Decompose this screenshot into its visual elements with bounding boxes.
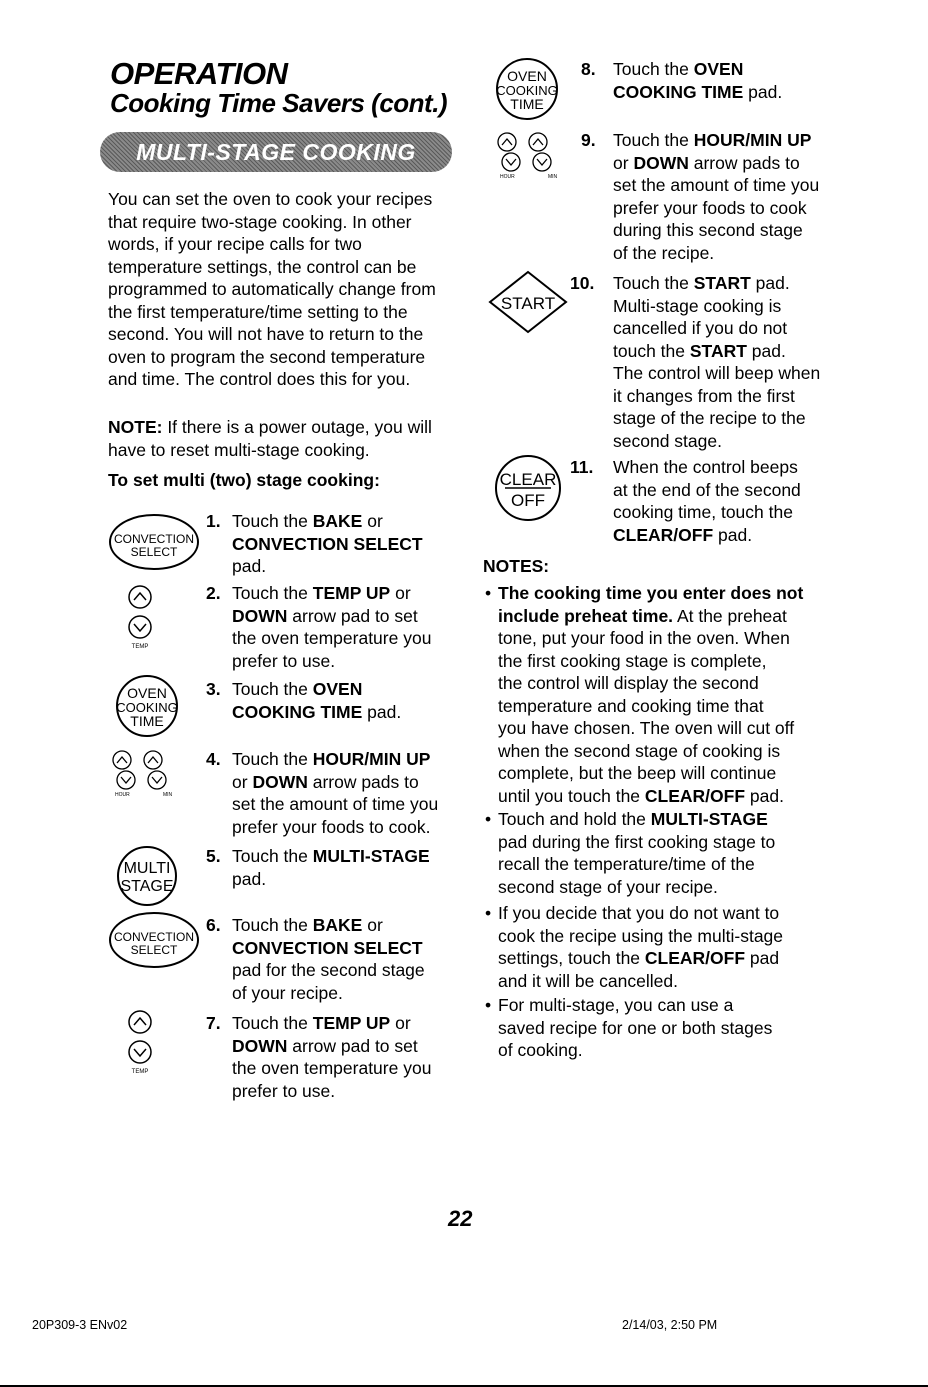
- svg-text:TIME: TIME: [130, 713, 164, 729]
- svg-text:TEMP: TEMP: [131, 1069, 149, 1075]
- step-number: 9.: [581, 130, 596, 150]
- step-number: 8.: [581, 59, 596, 79]
- svg-text:MIN: MIN: [163, 792, 173, 798]
- document-code: 20P309-3 ENv02: [32, 1318, 128, 1332]
- svg-text:TEMP: TEMP: [131, 644, 149, 650]
- clear-off-pad-icon: [486, 454, 570, 522]
- step-number: 5.: [206, 846, 221, 866]
- section-banner: [100, 132, 452, 172]
- svg-text:OVEN: OVEN: [507, 68, 547, 84]
- svg-text:MIN: MIN: [548, 174, 558, 180]
- svg-text:OVEN: OVEN: [127, 685, 167, 701]
- step-number: 3.: [206, 679, 221, 699]
- svg-text:HOUR: HOUR: [500, 174, 515, 180]
- temp-up-down-arrows-icon: [126, 1010, 156, 1076]
- svg-text:CLEAR: CLEAR: [499, 470, 557, 489]
- intro-paragraph: You can set the oven to cook your recipes that require two-stage cooking. In other words, if your recipe calls for two temperature settings, the control can be programmed to automatically change from the first temperature/time setting to the second. You will not have to return to the oven to program the second temperature and time. The control does this for you.: [108, 189, 436, 389]
- svg-text:COOKING: COOKING: [496, 83, 558, 98]
- step-number: 7.: [206, 1013, 221, 1033]
- svg-text:SELECT: SELECT: [130, 545, 178, 559]
- hour-min-arrows-icon: [492, 132, 564, 182]
- step-number: 1.: [206, 511, 221, 531]
- page-number: 22: [448, 1206, 473, 1231]
- notes-heading: NOTES:: [483, 556, 550, 576]
- how-to-heading: To set multi (two) stage cooking:: [108, 470, 380, 490]
- svg-text:OFF: OFF: [511, 491, 545, 510]
- start-pad-icon: [488, 270, 570, 334]
- page-title: OPERATION: [110, 56, 288, 91]
- print-timestamp: 2/14/03, 2:50 PM: [622, 1318, 718, 1332]
- note-text: If there is a power outage, you will have to reset multi-stage cooking.: [108, 417, 432, 460]
- convection-select-pad-icon: [108, 512, 200, 572]
- svg-text:COOKING: COOKING: [116, 700, 178, 715]
- multi-stage-pad-icon: [115, 845, 179, 907]
- svg-text:CONVECTION: CONVECTION: [113, 532, 195, 546]
- oven-cooking-time-pad-icon: [491, 58, 563, 122]
- step-number: 4.: [206, 749, 221, 769]
- step-number: 10.: [570, 273, 595, 293]
- svg-text:CONVECTION: CONVECTION: [113, 930, 195, 944]
- svg-text:SELECT: SELECT: [130, 943, 178, 957]
- banner-text: MULTI-STAGE COOKING: [136, 138, 416, 165]
- intro-note: [108, 416, 448, 461]
- svg-text:START: START: [500, 294, 556, 313]
- step-number: 2.: [206, 583, 221, 603]
- svg-text:STAGE: STAGE: [120, 878, 174, 895]
- svg-text:MULTI: MULTI: [123, 860, 171, 877]
- note-label: NOTE:: [108, 417, 163, 437]
- page-subtitle: Cooking Time Savers (cont.): [110, 88, 448, 118]
- temp-up-down-arrows-icon: [126, 585, 156, 651]
- svg-text:TIME: TIME: [510, 96, 544, 112]
- step-number: 11.: [570, 457, 594, 477]
- oven-cooking-time-pad-icon: [111, 675, 183, 739]
- svg-text:HOUR: HOUR: [115, 792, 130, 798]
- convection-select-pad-icon: [108, 910, 200, 970]
- step-number: 6.: [206, 915, 221, 935]
- hour-min-arrows-icon: [107, 750, 179, 800]
